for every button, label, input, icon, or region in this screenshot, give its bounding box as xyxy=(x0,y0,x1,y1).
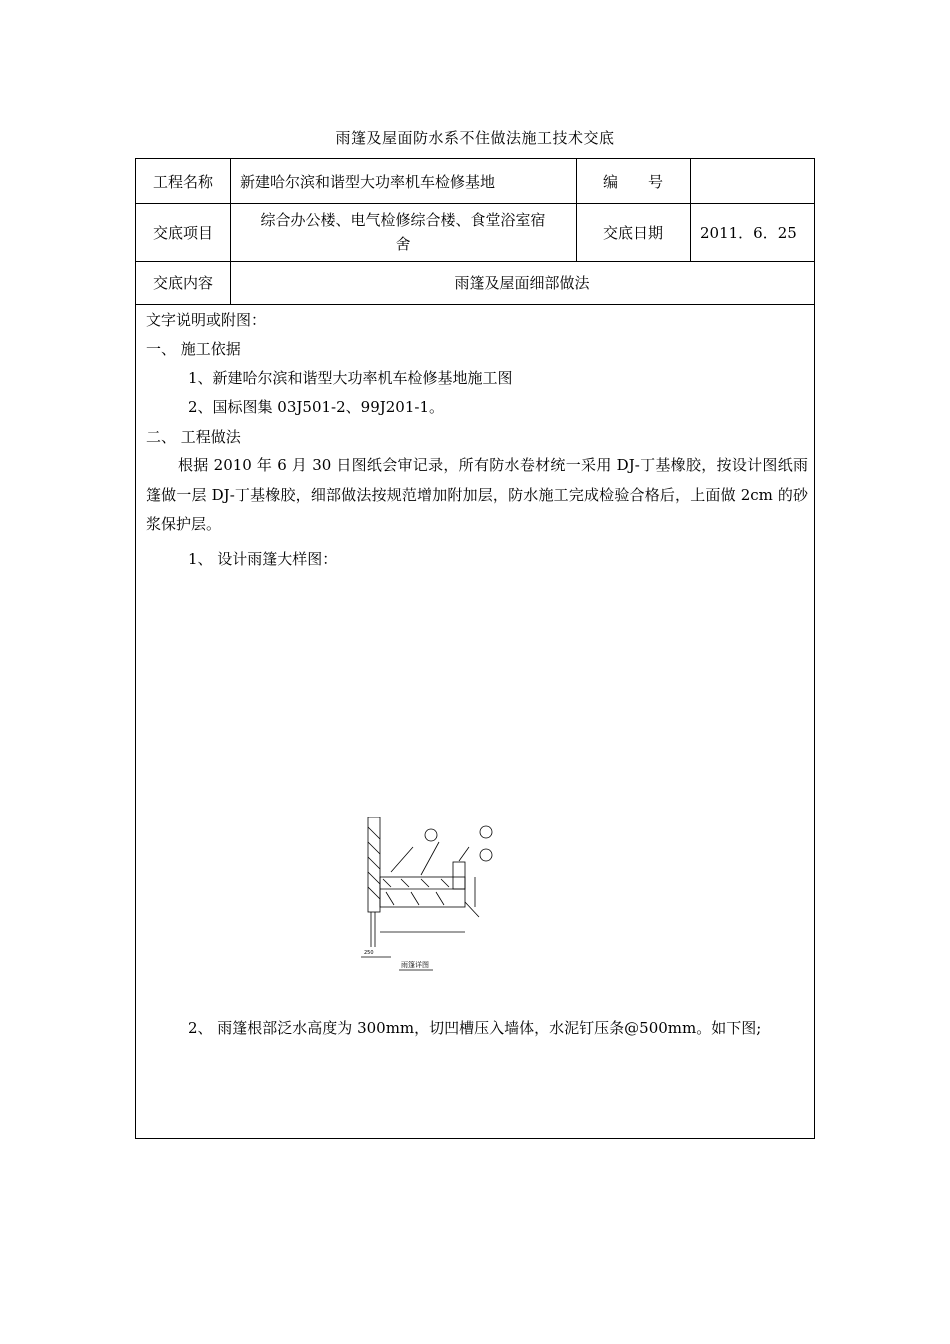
design-detail-item: 1、 设计雨篷大样图： xyxy=(188,550,338,568)
canopy-detail-drawing xyxy=(361,817,501,997)
item-value-line1: 综合办公楼、电气检修综合楼、食堂浴室宿 xyxy=(260,211,546,229)
flashing-item: 2、 雨篷根部泛水高度为 300mm，切凹槽压入墙体，水泥钉压条@500mm。如下图; xyxy=(188,1019,762,1037)
item-value-line2: 舍 xyxy=(395,235,411,253)
number-value xyxy=(690,159,814,203)
date-label: 交底日期 xyxy=(602,223,663,242)
project-name-value: 新建哈尔滨和谐型大功率机车检修基地 xyxy=(240,172,496,191)
description-heading: 文字说明或附图： xyxy=(146,311,267,329)
work-method-paragraph: 根据 2010 年 6 月 30 日图纸会审记录，所有防水卷材统一采用 DJ-丁基橡胶，按设计图纸雨篷做一层 DJ-丁基橡胶，细部做法按规范增加附加层，防水施工完成检验合格后，上面做 2cm 的砂浆保护层。 xyxy=(146,456,808,533)
section-construction-basis: 一、 施工依据 xyxy=(146,340,241,358)
date-value: 2011．6．25 xyxy=(700,223,797,242)
content-label: 交底内容 xyxy=(152,274,213,292)
drawing-caption: 雨篷详图 xyxy=(401,961,429,969)
number-label: 编 号 xyxy=(602,172,663,191)
item-label: 交底项目 xyxy=(152,223,213,242)
item-value xyxy=(230,203,576,261)
section-work-method: 二、 工程做法 xyxy=(146,428,241,446)
content-value: 雨篷及屋面细部做法 xyxy=(454,274,590,292)
document-title: 雨篷及屋面防水系不住做法施工技术交底 xyxy=(335,129,615,147)
basis-item-2: 2、国标图集 03J501-2、99J201-1。 xyxy=(188,398,444,416)
disclosure-form xyxy=(135,158,815,1139)
drawing-dimension: 250 xyxy=(364,950,374,956)
basis-item-1: 1、新建哈尔滨和谐型大功率机车检修基地施工图 xyxy=(188,369,513,387)
row-divider xyxy=(136,304,814,305)
project-name-label: 工程名称 xyxy=(152,172,213,191)
